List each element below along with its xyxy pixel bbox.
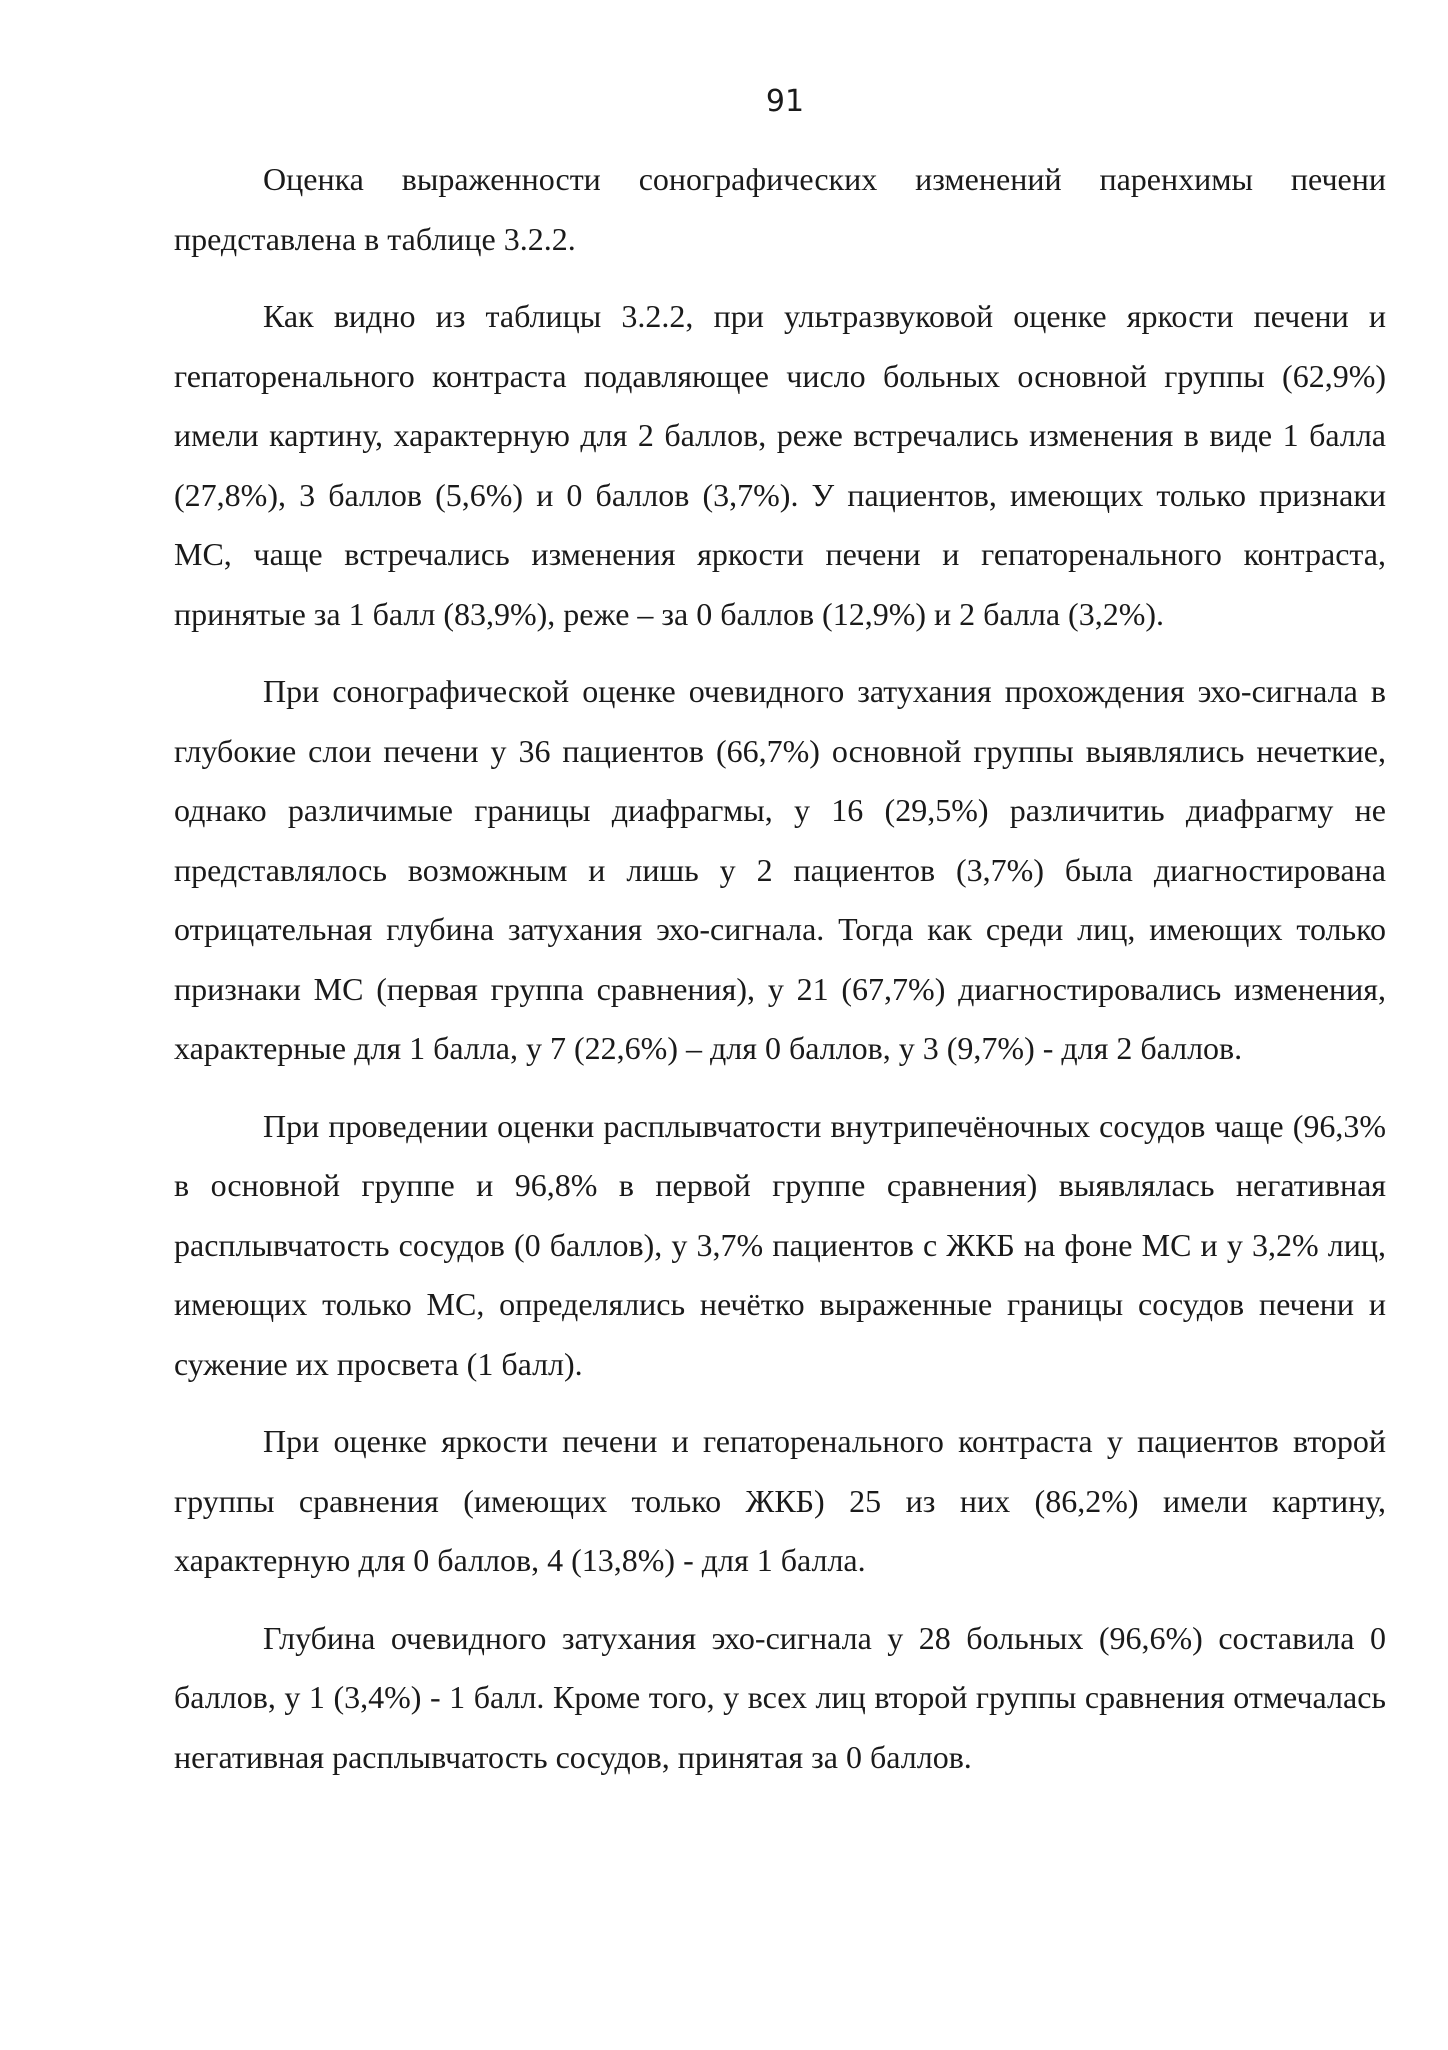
paragraph-1: Оценка выраженности сонографических изменений паренхимы печени представлена в таблице 3.2.2. (174, 161, 1386, 257)
page-body (174, 150, 1386, 1805)
page-number: 91 (765, 84, 805, 119)
paragraph-4: При проведении оценки расплывчатости внутрипечёночных сосудов чаще (96,3% в основной группе и 96,8% в первой группе сравнения) выявлялась негативная расплывчатость сосудов (0 баллов), у 3,7% пациентов с ЖКБ на фоне МС и у 3,2% лиц, имеющих только МС, определялись нечётко выраженные границы сосудов печени и сужение их просвета (1 балл). (174, 1107, 1386, 1382)
paragraph-2: Как видно из таблицы 3.2.2, при ультразвуковой оценке яркости печени и гепаторенального контраста подавляющее число больных основной группы (62,9%) имели картину, характерную для 2 баллов, реже встречались изменения в виде 1 балла (27,8%), 3 баллов (5,6%) и 0 баллов (3,7%). У пациентов, имеющих только признаки МС, чаще встречались изменения яркости печени и гепаторенального контраста, принятые за 1 балл (83,9%), реже – за 0 баллов (12,9%) и 2 балла (3,2%). (174, 298, 1386, 632)
paragraph-5: При оценке яркости печени и гепаторенального контраста у пациентов второй группы сравнения (имеющих только ЖКБ) 25 из них (86,2%) имели картину, характерную для 0 баллов, 4 (13,8%) - для 1 балла. (174, 1423, 1386, 1578)
paragraph-3: При сонографической оценке очевидного затухания прохождения эхо-сигнала в глубокие слои печени у 36 пациентов (66,7%) основной группы выявлялись нечеткие, однако различимые границы диафрагмы, у 16 (29,5%) различитиь диафрагму не представлялось возможным и лишь у 2 пациентов (3,7%) была диагностирована отрицательная глубина затухания эхо-сигнала. Тогда как среди лиц, имеющих только признаки МС (первая группа сравнения), у 21 (67,7%) диагностировались изменения, характерные для 1 балла, у 7 (22,6%) – для 0 баллов, у 3 (9,7%) - для 2 баллов. (174, 673, 1386, 1066)
paragraph-6: Глубина очевидного затухания эхо-сигнала у 28 больных (96,6%) составила 0 баллов, у 1 (3,4%) - 1 балл. Кроме того, у всех лиц второй группы сравнения отмечалась негативная расплывчатость сосудов, принятая за 0 баллов. (174, 1619, 1386, 1775)
